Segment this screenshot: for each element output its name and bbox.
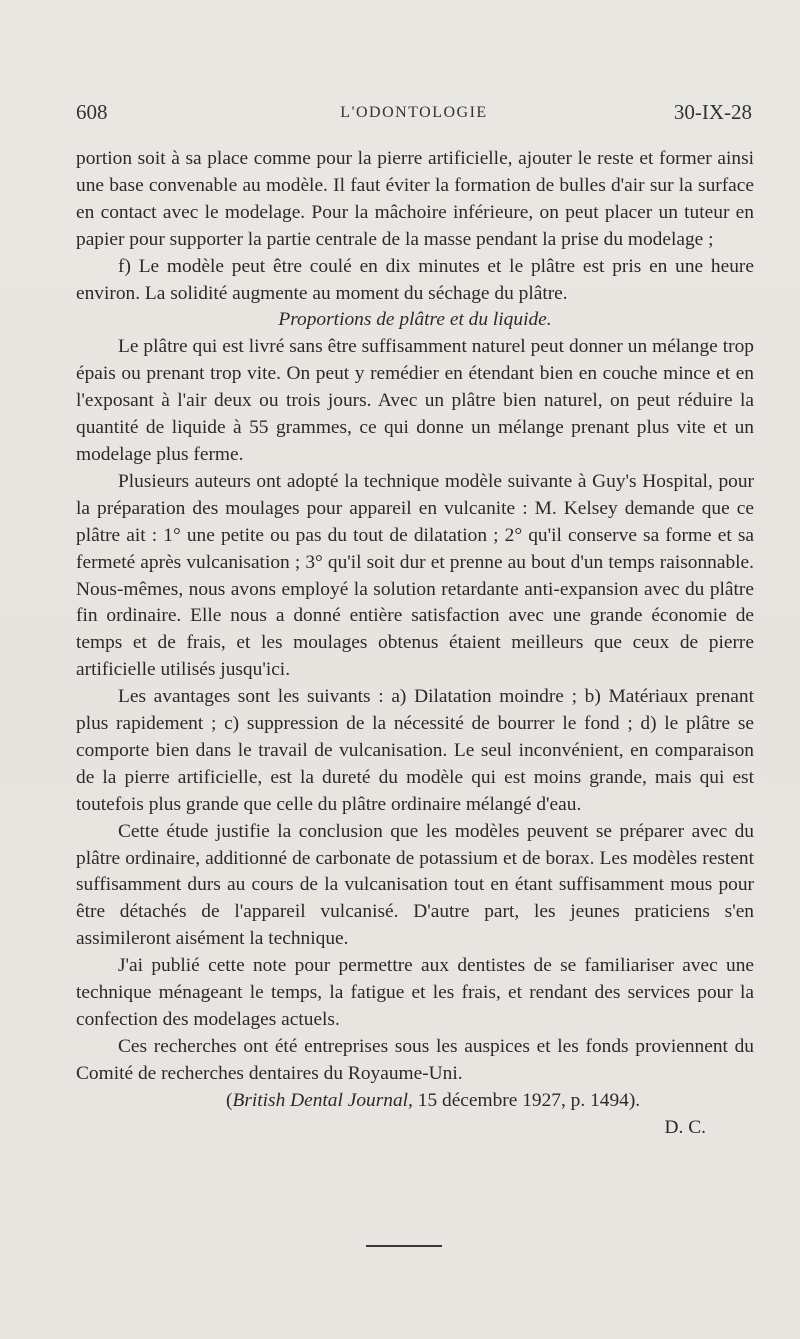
paragraph: Ces recherches ont été entreprises sous les auspices et les fonds proviennent du Comité de recherches dentaires du Royaume-Uni.	[76, 1035, 754, 1084]
running-header	[76, 100, 752, 130]
article-body	[76, 146, 754, 1142]
paragraph: Les avantages sont les suivants : a) Dilatation moindre ; b) Matériaux prenant plus rapidement ; c) suppression de la nécessité de bourrer le fond ; d) le plâtre se comporte bien dans le travail de vulcanisation. Le seul inconvénient, en comparaison de la pierre artificielle, est la dureté du modèle qui est moins grande, mais qui est toutefois plus grande que celle du plâtre ordinaire mélangé d'eau.	[76, 686, 754, 815]
journal-title: L'ODONTOLOGIE	[340, 104, 488, 121]
author-signature: D. C.	[664, 1116, 706, 1138]
citation-details: 15 décembre 1927, p. 1494).	[412, 1089, 641, 1111]
paragraph: J'ai publié cette note pour permettre aux dentistes de se familiariser avec une technique ménageant le temps, la fatigue et les frais, et rendant des services pour la confection des modelages actuels.	[76, 955, 754, 1030]
paragraph: Plusieurs auteurs ont adopté la technique modèle suivante à Guy's Hospital, pour la préparation des moulages pour appareil en vulcanite : M. Kelsey demande que ce plâtre ait : 1° une petite ou pas du tout de dilatation ; 2° qu'il conserve sa forme et sa fermeté après vulcanisation ; 3° qu'il soit dur et prenne au bout d'un temps raisonnable. Nous-mêmes, nous avons employé la solution retardante anti-expansion avec du plâtre fin ordinaire. Elle nous a donné entière satisfaction avec une grande économie de temps et de frais, et les moulages obtenus étaient meilleurs que ceux de pierre artificielle utilisés jusqu'ici.	[76, 470, 754, 681]
end-rule	[366, 1245, 442, 1247]
issue-date: 30-IX-28	[673, 100, 752, 124]
paragraph-continuation: portion soit à sa place comme pour la pierre artificielle, ajouter le reste et former ainsi une base convenable au modèle. Il faut éviter la formation de bulles d'air sur la surface en contact avec le modelage. Pour la mâchoire inférieure, on peut placer un tuteur en papier pour supporter la partie centrale de la masse pendant la prise du modelage ;	[76, 148, 754, 250]
paragraph: Cette étude justifie la conclusion que les modèles peuvent se préparer avec du plâtre ordinaire, additionné de carbonate de potassium et de borax. Les modèles restent suffisamment durs au cours de la vulcanisation tout en étant suffisamment mous pour être détachés de l'appareil vulcanisé. D'autre part, les jeunes praticiens s'en assimileront aisément la technique.	[76, 820, 754, 950]
citation-source: British Dental Journal,	[232, 1089, 413, 1111]
page-number: 608	[76, 100, 108, 124]
section-heading: Proportions de plâtre et du liquide.	[278, 309, 552, 331]
citation: (British Dental Journal, 15 décembre 1927, p. 1494).	[226, 1089, 641, 1111]
paragraph: Le plâtre qui est livré sans être suffisamment naturel peut donner un mélange trop épais ou prenant trop vite. On peut y remédier en étendant bien en couche mince et en l'exposant à l'air deux ou trois jours. Avec un plâtre bien naturel, on peut réduire la quantité de liquide à 55 grammes, ce qui donne un mélange prenant plus vite et un modelage plus ferme.	[76, 336, 754, 465]
paragraph-step-f: f) Le modèle peut être coulé en dix minutes et le plâtre est pris en une heure environ. La solidité augmente au moment du séchage du plâtre.	[76, 255, 754, 304]
